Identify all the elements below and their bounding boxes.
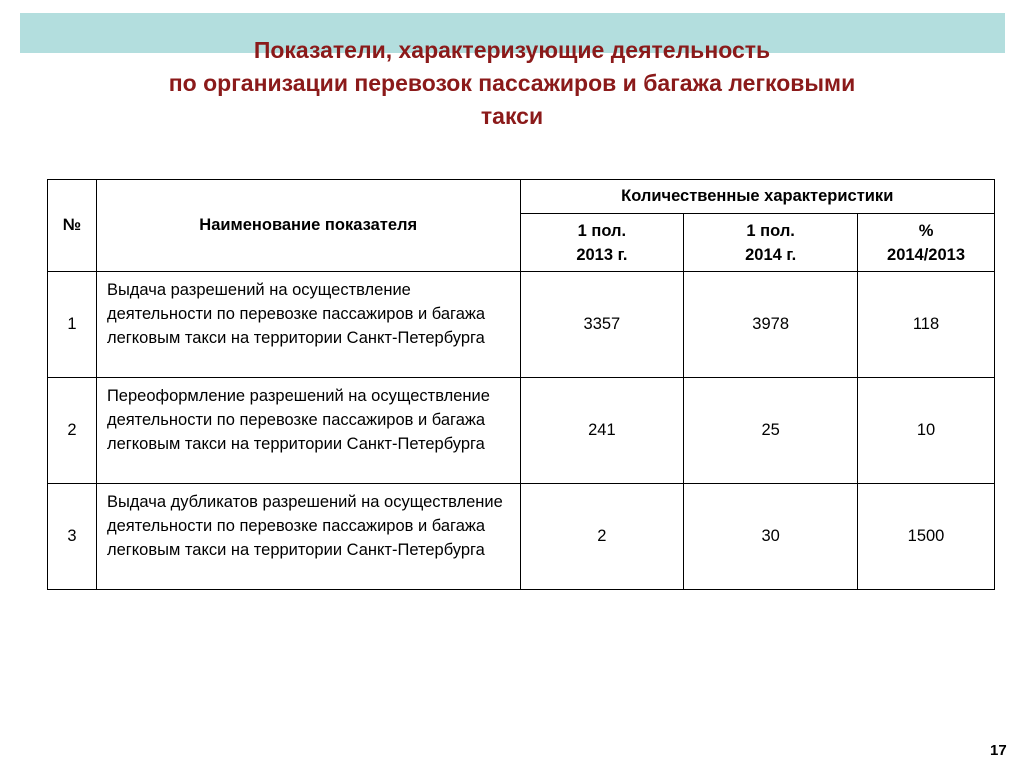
row-num: 2 [48,378,97,484]
header-col-2013-line2: 2013 г. [576,245,628,264]
row-value-percent: 118 [858,272,995,378]
row-name: Переоформление разрешений на осуществление деятельности по перевозке пассажиров и багажа легковым такси на территории Санкт-Петербурга [96,378,520,484]
row-value-2014: 3978 [684,272,858,378]
title-line-1: Показатели, характеризующие деятельность [253,37,771,63]
row-name: Выдача разрешений на осуществление деятельности по перевозке пассажиров и багажа легковым такси на территории Санкт-Петербурга [96,272,520,378]
row-name: Выдача дубликатов разрешений на осуществление деятельности по перевозке пассажиров и багажа легковым такси на территории Санкт-Петербурга [96,484,520,590]
header-num: № [48,180,97,272]
page-title [0,34,1024,133]
row-num: 3 [48,484,97,590]
table-row [48,378,995,484]
row-value-2013: 241 [520,378,684,484]
header-col-2014 [684,214,858,272]
row-value-2013: 3357 [520,272,684,378]
header-name: Наименование показателя [96,180,520,272]
header-col-percent [858,214,995,272]
header-col-percent-line1: % [918,221,934,240]
row-value-percent: 1500 [858,484,995,590]
header-col-2014-line2: 2014 г. [745,245,797,264]
row-value-2014: 25 [684,378,858,484]
row-value-percent: 10 [858,378,995,484]
indicators-table [47,179,995,590]
row-value-2014: 30 [684,484,858,590]
header-col-percent-line2: 2014/2013 [887,245,966,264]
header-col-2013 [520,214,684,272]
row-value-2013: 2 [520,484,684,590]
table-row [48,484,995,590]
row-num: 1 [48,272,97,378]
title-line-3: такси [480,103,544,129]
title-line-2: по организации перевозок пассажиров и багажа легковыми [168,70,856,96]
header-group: Количественные характеристики [520,180,995,214]
header-col-2014-line1: 1 пол. [746,221,795,240]
table-header-row-1 [48,180,995,214]
header-col-2013-line1: 1 пол. [577,221,627,240]
page-number: 17 [990,742,1007,759]
table-row [48,272,995,378]
